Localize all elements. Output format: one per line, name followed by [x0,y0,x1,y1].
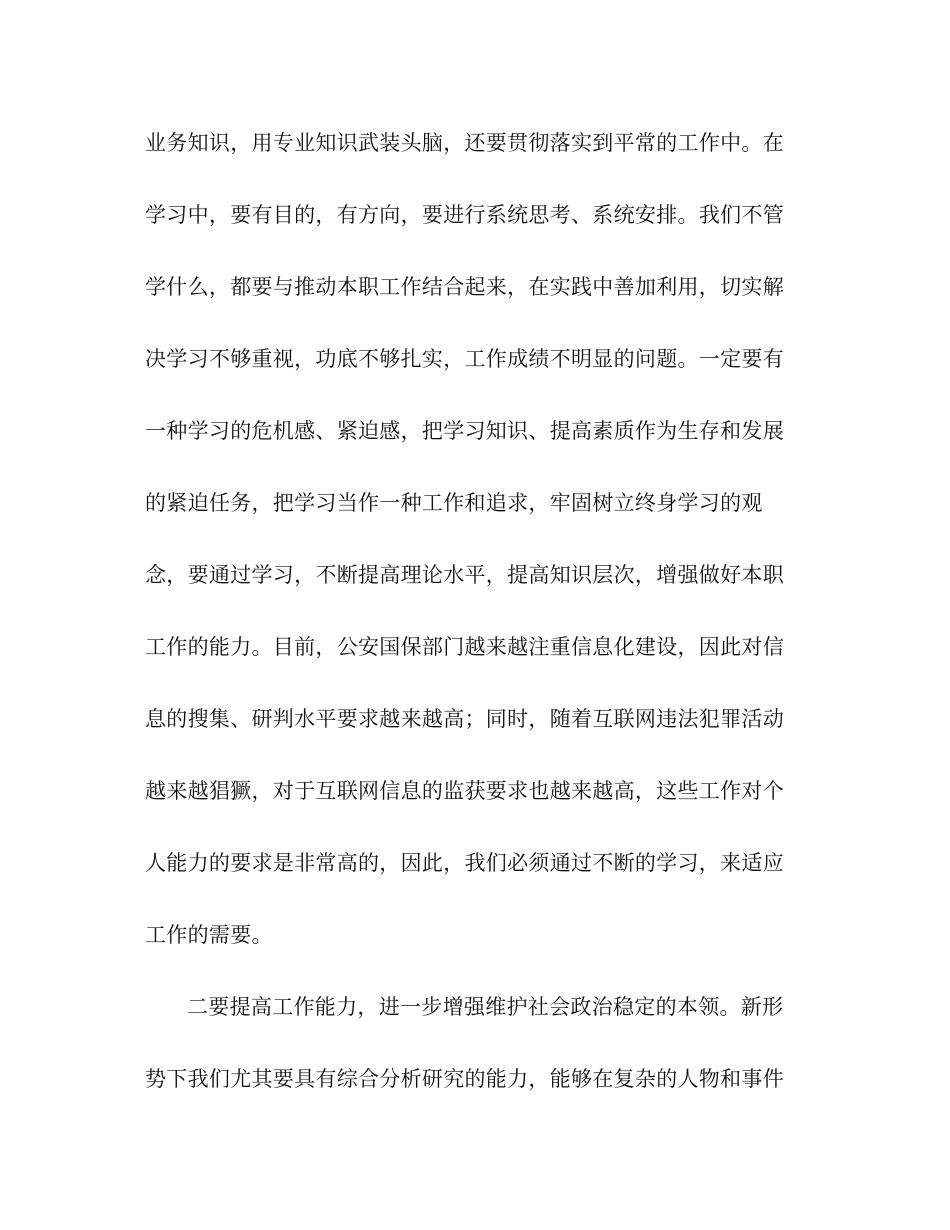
paragraph-line: 一种学习的危机感、紧迫感，把学习知识、提高素质作为生存和发展 [145,419,784,443]
paragraph-line: 工作的能力。目前，公安国保部门越来越注重信息化建设，因此对信 [145,635,784,659]
paragraph-line: 越来越猖獗，对于互联网信息的监获要求也越来越高，这些工作对个 [145,779,784,803]
paragraph-line: 息的搜集、研判水平要求越来越高；同时，随着互联网违法犯罪活动 [145,707,784,731]
paragraph-line: 学习中，要有目的，有方向，要进行系统思考、系统安排。我们不管 [145,203,784,227]
paragraph-line: 业务知识，用专业知识武装头脑，还要贯彻落实到平常的工作中。在 [145,131,784,155]
paragraph-line: 人能力的要求是非常高的，因此，我们必须通过不断的学习，来适应 [145,851,784,875]
paragraph-line: 念，要通过学习，不断提高理论水平，提高知识层次，增强做好本职 [145,563,784,587]
paragraph-line: 势下我们尤其要具有综合分析研究的能力，能够在复杂的人物和事件 [145,1067,784,1091]
paragraph-line: 决学习不够重视，功底不够扎实，工作成绩不明显的问题。一定要有 [145,347,784,371]
paragraph-line: 学什么，都要与推动本职工作结合起来，在实践中善加利用，切实解 [145,275,784,299]
paragraph-line-indented: 二要提高工作能力，进一步增强维护社会政治稳定的本领。新形 [187,995,784,1019]
paragraph-line: 的紧迫任务，把学习当作一种工作和追求，牢固树立终身学习的观 [145,491,763,515]
paragraph-line: 工作的需要。 [145,923,273,947]
